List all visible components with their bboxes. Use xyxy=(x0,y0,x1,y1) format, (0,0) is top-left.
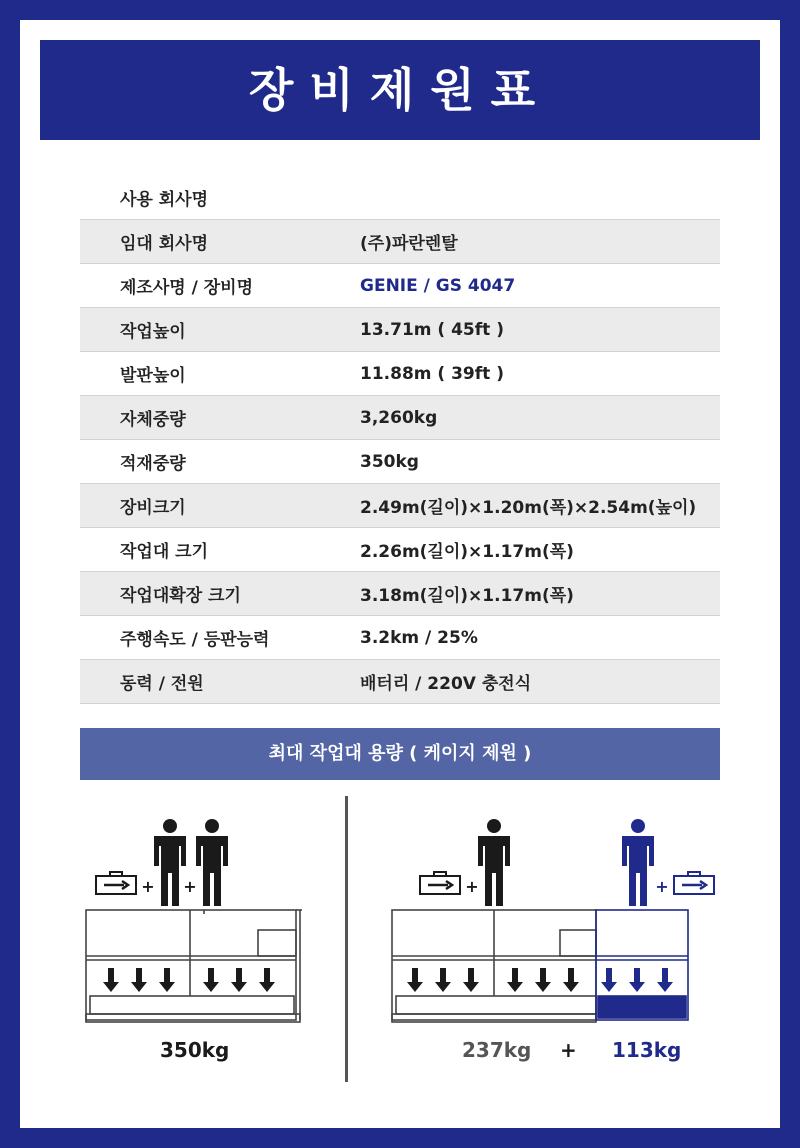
spec-label: 주행속도 / 등판능력 xyxy=(120,630,270,650)
down-arrows-extension xyxy=(601,968,673,992)
right-extension-capacity-label: 113kg xyxy=(612,1038,682,1062)
right-main-capacity-label: 237kg xyxy=(462,1038,532,1062)
plus-sign: + xyxy=(183,877,197,896)
plus-sign: + xyxy=(655,877,669,896)
spec-value: 11.88m ( 39ft ) xyxy=(360,363,504,384)
toolbox-icon xyxy=(420,872,460,894)
spec-label: 작업대 크기 xyxy=(120,542,209,562)
spec-value: 2.26m(길이)×1.17m(폭) xyxy=(360,542,574,562)
spec-value: GENIE / GS 4047 xyxy=(360,275,516,296)
spec-value: 350kg xyxy=(360,451,419,472)
spec-label: 작업대확장 크기 xyxy=(120,586,241,606)
page-title: 장비제원표 xyxy=(40,40,760,140)
down-arrows xyxy=(407,968,579,992)
spec-label: 장비크기 xyxy=(120,498,186,518)
right-plus-label: + xyxy=(560,1038,577,1062)
plus-sign: + xyxy=(141,877,155,896)
spec-label: 적재중량 xyxy=(120,454,186,474)
spec-label: 작업높이 xyxy=(120,322,186,342)
spec-label: 임대 회사명 xyxy=(120,234,209,254)
spec-label: 동력 / 전원 xyxy=(120,674,204,694)
plus-sign: + xyxy=(465,877,479,896)
right-capacity-diagram xyxy=(20,20,780,1128)
spec-value: 13.71m ( 45ft ) xyxy=(360,319,504,340)
platform-cage xyxy=(392,910,596,1022)
toolbox-icon xyxy=(674,872,714,894)
spec-label: 자체중량 xyxy=(120,410,186,430)
left-capacity-label: 350kg xyxy=(160,1038,230,1062)
spec-value: (주)파란렌탈 xyxy=(360,234,458,254)
spec-value: 3.2km / 25% xyxy=(360,627,478,648)
spec-label: 발판높이 xyxy=(120,366,186,386)
spec-value: 3.18m(길이)×1.17m(폭) xyxy=(360,586,574,606)
spec-label: 사용 회사명 xyxy=(120,190,209,210)
spec-value: 2.49m(길이)×1.20m(폭)×2.54m(높이) xyxy=(360,498,697,518)
person-icon xyxy=(622,819,654,906)
capacity-banner: 최대 작업대 용량 ( 케이지 제원 ) xyxy=(80,728,720,780)
person-icon xyxy=(478,819,510,906)
extension-deck xyxy=(596,910,688,1020)
spec-value: 배터리 / 220V 충전식 xyxy=(360,674,532,694)
spec-value: 3,260kg xyxy=(360,407,438,428)
spec-label: 제조사명 / 장비명 xyxy=(120,278,253,298)
card xyxy=(20,20,780,1128)
